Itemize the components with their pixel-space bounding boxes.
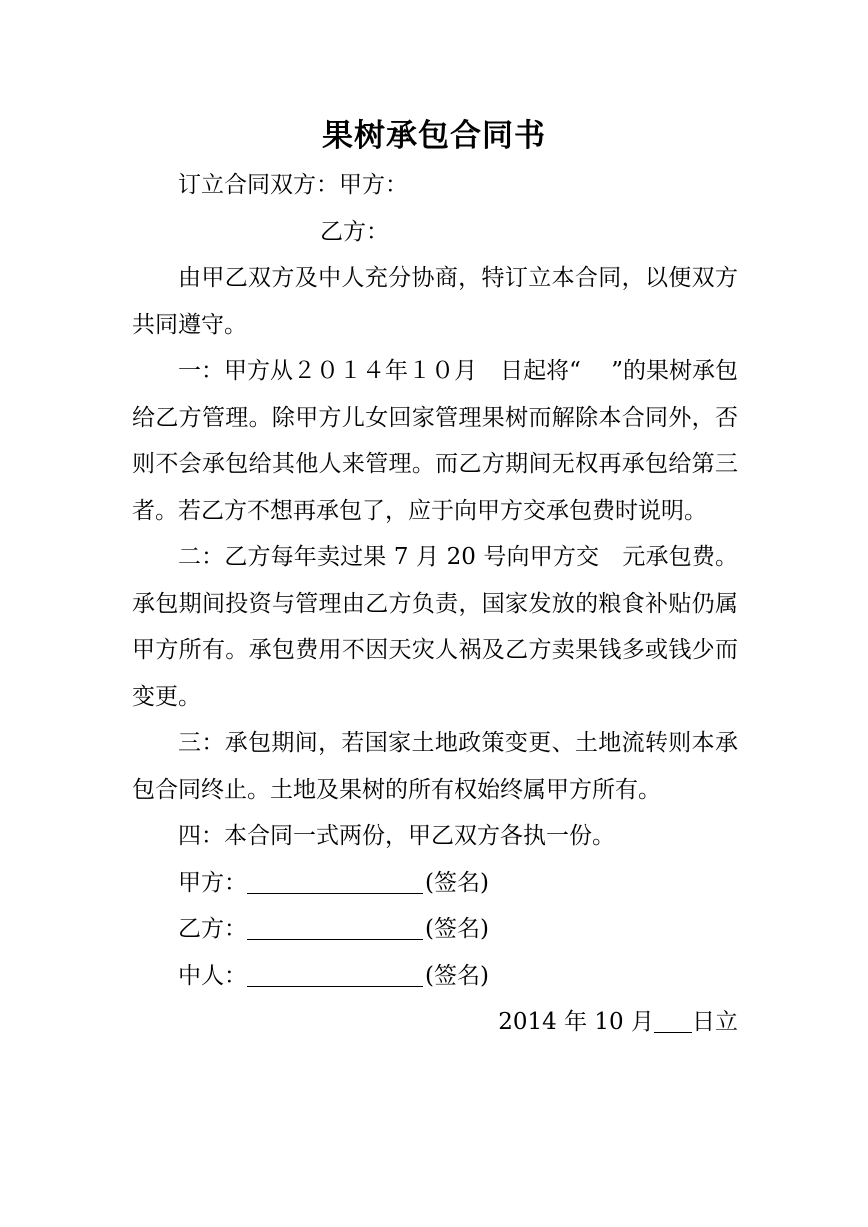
signature-suffix: (签名) (425, 962, 489, 989)
date-prefix: 2014 年 10 月 (498, 1009, 654, 1035)
signature-suffix: (签名) (425, 916, 489, 942)
signature-label: 甲方： (178, 869, 247, 896)
clause-3: 三：承包期间，若国家土地政策变更、土地流转则本承包合同终止。土地及果树的所有权始终属甲方所有。 (132, 730, 738, 803)
clause-4: 四：本合同一式两份，甲乙双方各执一份。 (178, 823, 615, 849)
signature-blank[interactable] (247, 867, 423, 894)
signature-blank[interactable] (247, 960, 423, 987)
day-blank[interactable] (654, 1006, 692, 1033)
party-b-line: 乙方： (320, 218, 389, 245)
document-title: 果树承包合同书 (322, 118, 546, 154)
preamble: 由甲乙双方及中人充分协商，特订立本合同，以便双方共同遵守。 (132, 265, 738, 338)
signature-party-a (132, 860, 738, 907)
parties-line: 订立合同双方：甲方： (178, 172, 408, 198)
signature-middleman (132, 953, 738, 1000)
signature-party-b (132, 906, 738, 953)
clause-1: 一：甲方从２０１４年１０月 日起将“ ”的果树承包给乙方管理。除甲方儿女回家管理果树而解除本合同外，否则不会承包给其他人来管理。而乙方期间无权再承包给第三者。若乙方不想再承包了，应于向甲方交承包费时说明。 (132, 358, 738, 524)
date-line (132, 999, 738, 1046)
signature-label: 乙方： (178, 916, 247, 942)
clause-2: 二：乙方每年卖过果 7 月 20 号向甲方交 元承包费。承包期间投资与管理由乙方负责，国家发放的粮食补贴仍属甲方所有。承包费用不因天灾人祸及乙方卖果钱多或钱少而变更。 (132, 544, 738, 710)
signature-label: 中人： (178, 962, 247, 989)
signature-blank[interactable] (247, 913, 423, 940)
date-suffix: 日立 (692, 1009, 738, 1035)
signature-suffix: (签名) (425, 869, 489, 896)
contract-body (132, 162, 738, 1046)
